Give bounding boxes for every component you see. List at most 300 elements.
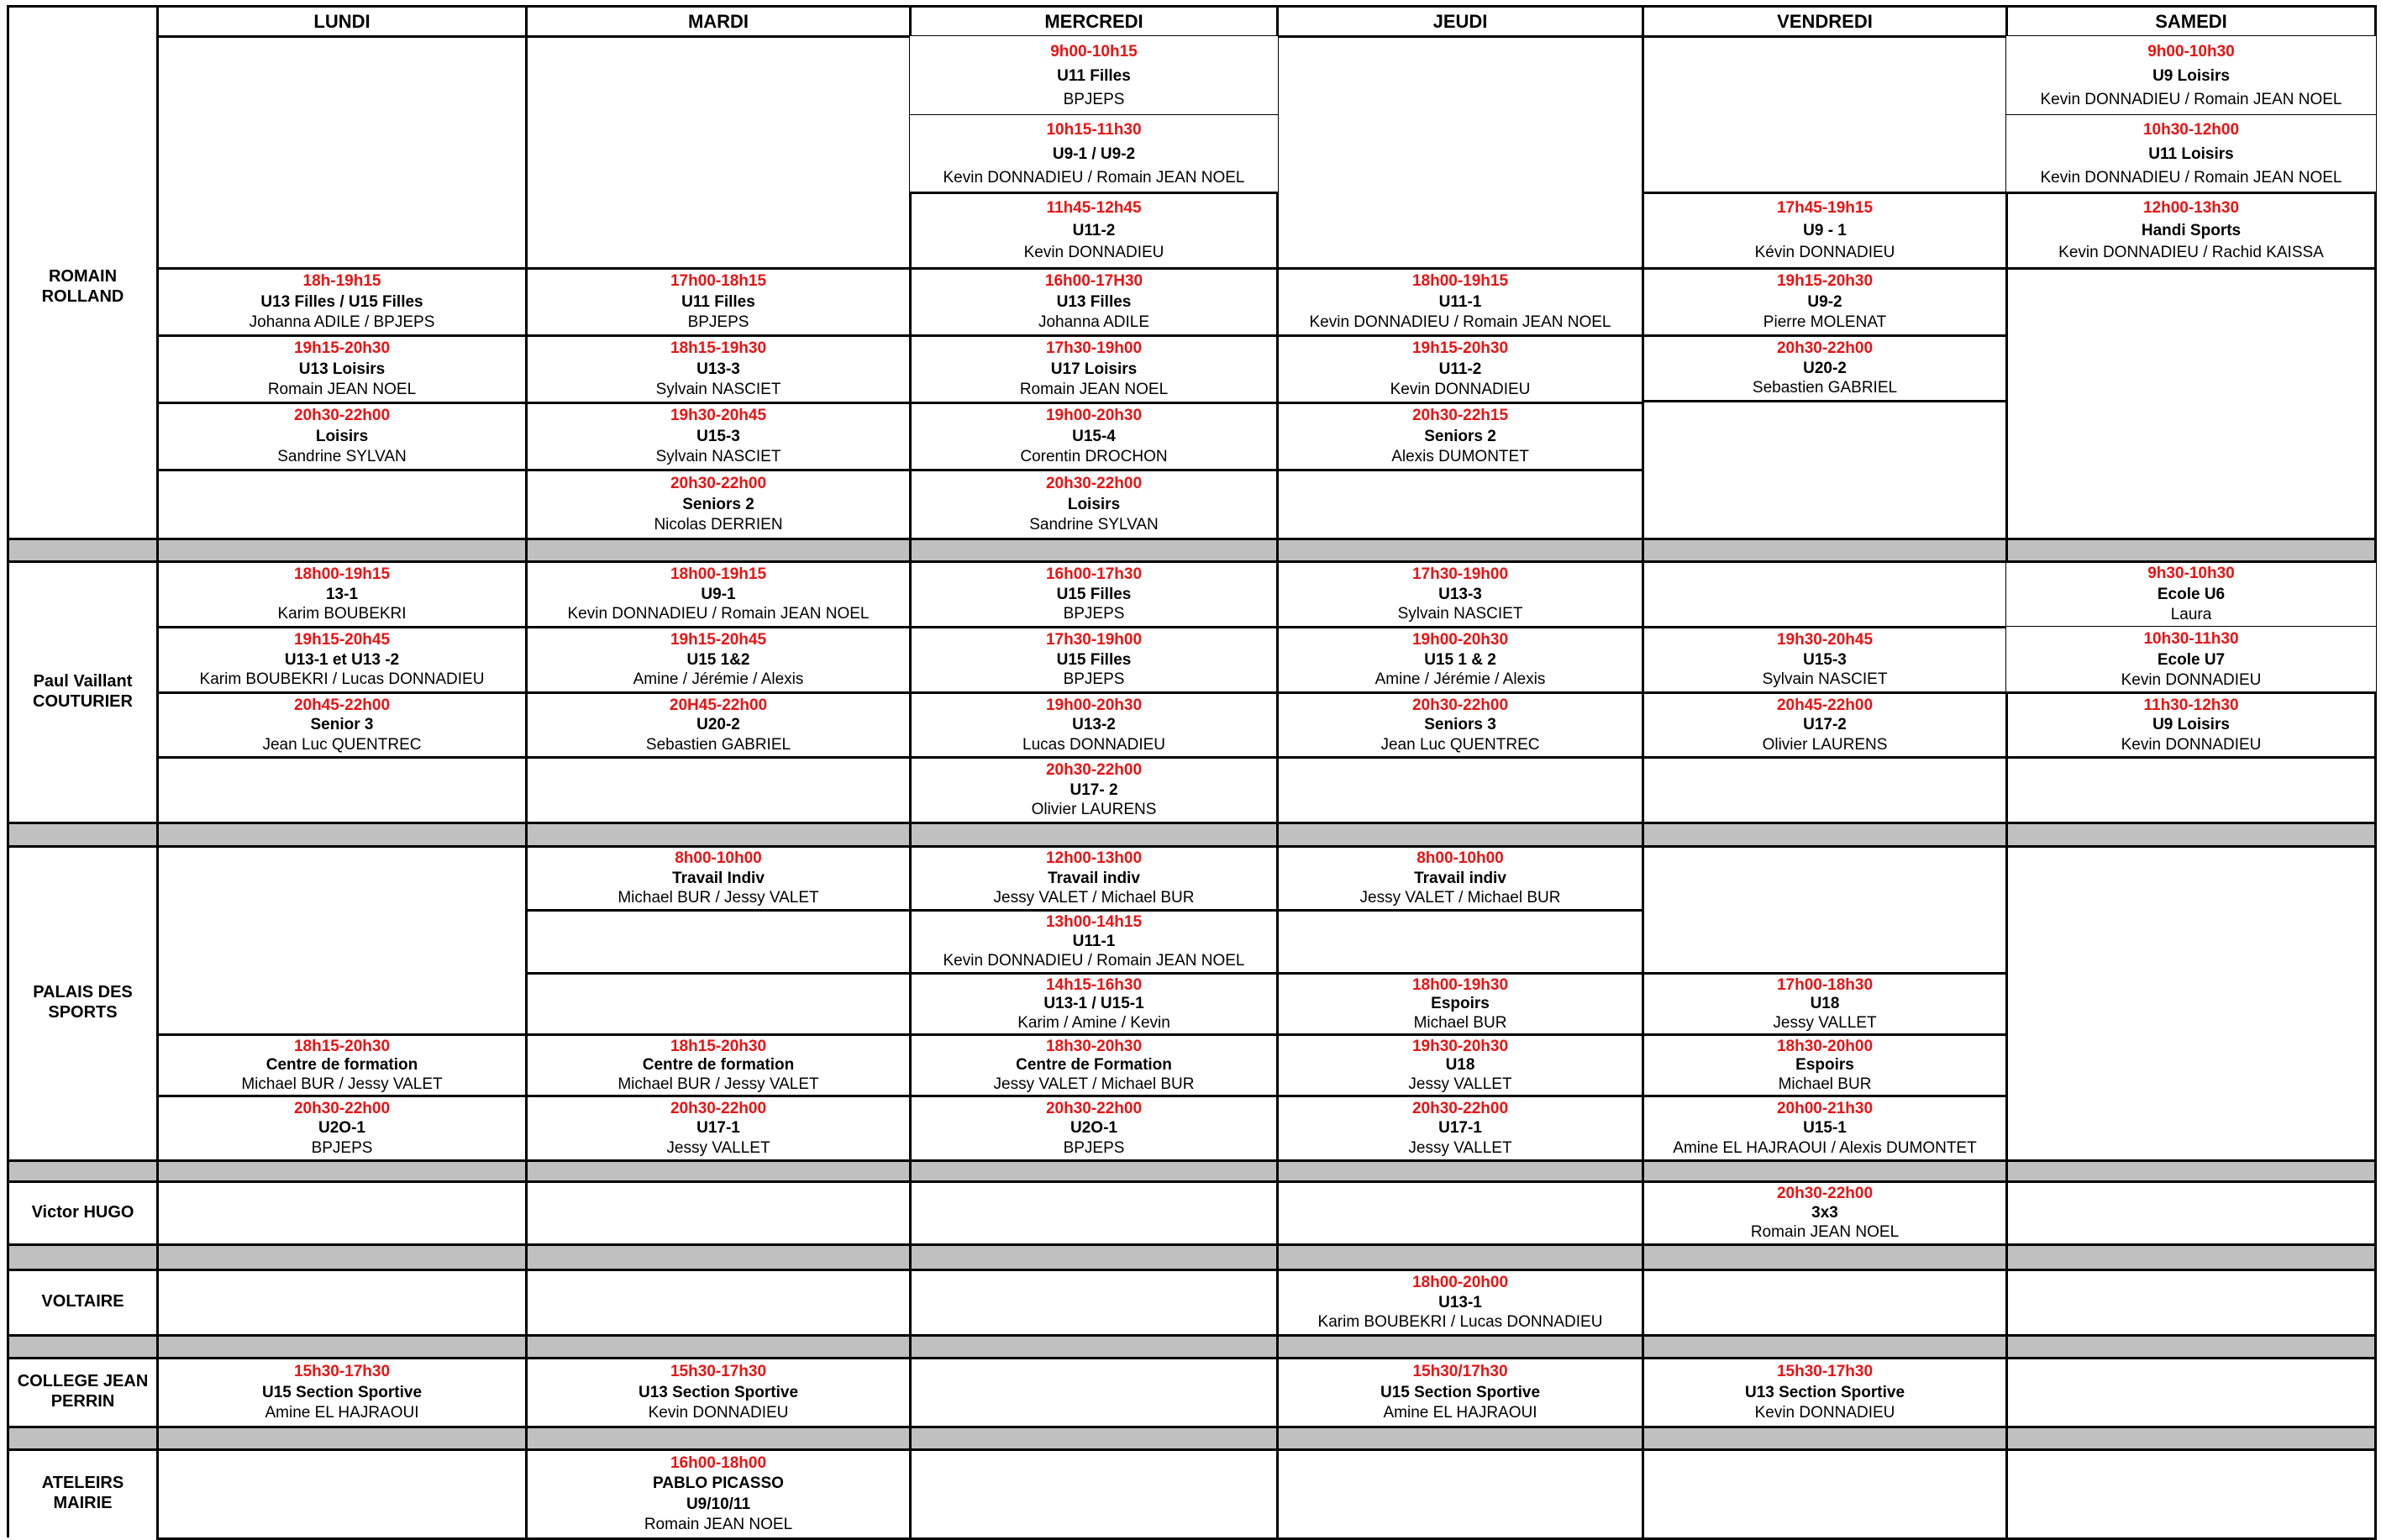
session-cell [525, 1033, 912, 1097]
session-cell [1276, 1269, 1644, 1337]
session-group: U15-3 [696, 427, 740, 445]
separator-divider [156, 538, 159, 563]
session-group: U11 Filles [681, 292, 755, 311]
separator-row [7, 1243, 2377, 1271]
session-group: U17-1 [1438, 1119, 1482, 1137]
empty-slot [2005, 845, 2377, 1162]
separator-divider [1642, 1334, 1644, 1359]
session-cell [2005, 691, 2377, 759]
session-time: 20h30-22h00 [293, 1099, 391, 1117]
session-cell [1642, 1357, 2008, 1428]
separator-divider [1276, 1334, 1279, 1359]
session-coach: Kevin DONNADIEU / Rachid KAISSA [2058, 244, 2324, 262]
session-cell [909, 402, 1279, 471]
session-group: U15-1 [1803, 1119, 1847, 1137]
session-group: U17- 2 [1070, 781, 1118, 799]
session-time: 20H45-22h00 [669, 696, 768, 714]
session-coach: Kévin DONNADIEU [1754, 244, 1895, 262]
session-coach: Olivier LAURENS [1031, 801, 1157, 819]
separator-divider [909, 822, 912, 848]
empty-slot [525, 1269, 912, 1337]
session-cell [1276, 1357, 1644, 1428]
session-time: 15h30-17h30 [670, 1362, 767, 1380]
session-time: 18h-19h15 [302, 272, 381, 291]
venue-name: VOLTAIRE [7, 1269, 159, 1334]
session-coach: Karim BOUBEKRI / Lucas DONNADIEU [1317, 1313, 1603, 1332]
separator-row [7, 822, 2377, 848]
venue-name: PALAIS DES SPORTS [7, 845, 159, 1159]
separator-divider [2374, 1426, 2377, 1451]
session-time: 20h30-22h15 [1411, 407, 1509, 425]
separator-divider [7, 1159, 9, 1183]
day-header-mercredi: MERCREDI [909, 5, 1279, 38]
separator-divider [1276, 1426, 1279, 1451]
session-time: 18h15-20h30 [670, 1037, 767, 1055]
session-cell [525, 267, 912, 337]
session-time: 18h00-19h30 [1411, 975, 1509, 994]
separator-divider [2374, 1334, 2377, 1359]
session-group: U2O-1 [318, 1119, 365, 1137]
session-coach: Amine EL HAJRAOUI [1383, 1404, 1537, 1422]
session-cell [909, 756, 1279, 824]
session-cell [2005, 626, 2377, 694]
separator-divider [156, 1243, 159, 1271]
separator-divider [2005, 1159, 2008, 1183]
session-group: U17-2 [1803, 716, 1847, 733]
session-coach: Pierre MOLENAT [1763, 313, 1887, 331]
separator-divider [1642, 1426, 1644, 1451]
session-time: 17h00-18h15 [670, 272, 767, 291]
empty-slot [1642, 400, 2008, 540]
session-coach: BPJEPS [687, 313, 749, 331]
session-cell [525, 626, 912, 694]
empty-slot [1642, 560, 2008, 628]
session-time: 19h30-20h45 [1776, 630, 1874, 649]
session-coach: Sandrine SYLVAN [277, 447, 407, 465]
separator-divider [2374, 1159, 2377, 1183]
session-time: 19h15-20h45 [670, 630, 767, 649]
session-cell [909, 691, 1279, 759]
separator-divider [7, 1334, 9, 1359]
session-cell [1642, 192, 2008, 270]
separator-divider [1642, 538, 1644, 563]
session-group: U11-2 [1438, 360, 1482, 378]
session-time: 19h15-20h30 [1776, 272, 1874, 291]
separator-divider [525, 538, 528, 563]
empty-slot [2005, 1269, 2377, 1337]
separator-divider [525, 1243, 528, 1271]
session-cell [1276, 334, 1644, 404]
session-cell [1276, 845, 1644, 912]
empty-slot [525, 35, 912, 270]
session-cell [156, 1033, 528, 1097]
separator-divider [2005, 1334, 2008, 1359]
session-time: 14h15-16h30 [1045, 975, 1143, 994]
session-time: 18h30-20h00 [1776, 1037, 1874, 1055]
session-time: 17h30-19h00 [1045, 630, 1143, 649]
session-group: Seniors 2 [682, 495, 754, 513]
session-group: U11-1 [1072, 933, 1116, 950]
day-header-jeudi: JEUDI [1276, 5, 1644, 38]
session-time: 8h00-10h00 [675, 849, 762, 868]
separator-divider [525, 1159, 528, 1183]
session-time: 19h15-20h30 [293, 339, 391, 358]
session-group: U13 Loisirs [298, 360, 386, 378]
session-time: 16h00-17h30 [1045, 565, 1143, 583]
session-coach: Jessy VALLET [666, 1138, 770, 1157]
session-group: U15-4 [1072, 427, 1116, 445]
separator-divider [1276, 822, 1279, 848]
session-cell [525, 334, 912, 404]
session-cell [1642, 267, 2008, 337]
session-time: 18h00-19h15 [293, 565, 391, 583]
separator-divider [1276, 538, 1279, 563]
session-coach: Michael BUR [1413, 1013, 1507, 1032]
session-coach: Kevin DONNADIEU / Romain JEAN NOEL [2040, 168, 2342, 187]
session-cell [1276, 1095, 1644, 1162]
session-group: Seniors 2 [1424, 427, 1496, 445]
session-time: 19h30-20h45 [670, 407, 767, 425]
session-group: U9-1 / U9-2 [1052, 145, 1136, 163]
separator-divider [1642, 822, 1644, 848]
session-cell [1642, 1180, 2008, 1246]
session-group: U13-1 et U13 -2 [284, 650, 400, 669]
empty-slot [156, 1180, 528, 1246]
session-group: Travail Indiv [672, 869, 765, 887]
session-time: 17h45-19h15 [1776, 198, 1874, 217]
session-cell [909, 192, 1279, 270]
session-coach: Karim / Amine / Kevin [1017, 1013, 1170, 1032]
session-time: 10h30-11h30 [2143, 629, 2239, 648]
session-group: Espoirs [1795, 1056, 1854, 1074]
session-group: U13 Filles [1056, 292, 1132, 311]
session-group-detail: U9/10/11 [686, 1495, 751, 1513]
session-cell [1276, 402, 1644, 471]
session-time: 19h30-20h30 [1411, 1037, 1509, 1055]
session-group: U9-2 [1807, 292, 1842, 311]
empty-slot [156, 35, 528, 270]
empty-slot [1276, 35, 1644, 270]
session-group: Ecole U7 [2157, 650, 2226, 669]
empty-slot [909, 1180, 1279, 1246]
session-time: 19h15-20h30 [1411, 339, 1509, 358]
separator-divider [156, 822, 159, 848]
separator-divider [2005, 1426, 2008, 1451]
session-cell [909, 626, 1279, 694]
session-time: 18h00-19h15 [670, 565, 767, 583]
session-coach: Kevin DONNADIEU / Romain JEAN NOEL [943, 168, 1245, 187]
session-group: U13-3 [1438, 585, 1482, 603]
session-cell [1276, 560, 1644, 628]
session-coach: Kevin DONNADIEU [1754, 1404, 1895, 1422]
session-coach: Michael BUR / Jessy VALET [618, 1075, 819, 1093]
empty-slot [1276, 469, 1644, 540]
session-group: U20-2 [696, 716, 740, 733]
session-coach: Corentin DROCHON [1020, 447, 1168, 465]
session-time: 20h30-22h00 [1411, 696, 1509, 714]
session-cell [909, 1095, 1279, 1162]
empty-slot [525, 1180, 912, 1246]
separator-divider [7, 1426, 9, 1451]
session-time: 17h00-18h30 [1776, 975, 1874, 994]
session-time: 18h15-20h30 [293, 1037, 391, 1055]
empty-slot [1642, 1269, 2008, 1337]
empty-slot [909, 1448, 1279, 1540]
session-coach: Karim BOUBEKRI [277, 605, 407, 623]
separator-divider [2374, 822, 2377, 848]
session-coach: Sebastien GABRIEL [645, 735, 791, 754]
session-group: U11 Loisirs [2148, 145, 2234, 163]
session-coach: Olivier LAURENS [1762, 735, 1888, 754]
session-group: Espoirs [1431, 995, 1490, 1012]
session-coach: Johanna ADILE [1038, 313, 1150, 331]
session-time: 19h15-20h45 [293, 630, 391, 649]
venue-name: COLLEGE JEAN PERRIN [7, 1357, 159, 1426]
session-cell [156, 1357, 528, 1428]
session-coach: Jessy VALLET [1773, 1013, 1877, 1032]
session-cell [525, 691, 912, 759]
session-cell [2005, 560, 2377, 628]
session-time: 10h15-11h30 [1046, 121, 1142, 139]
session-time: 20h30-22h00 [1411, 1099, 1509, 1117]
session-cell [909, 469, 1279, 540]
session-cell [909, 845, 1279, 912]
session-coach: Kevin DONNADIEU / Romain JEAN NOEL [943, 952, 1245, 970]
session-group: U13-1 [1438, 1293, 1482, 1311]
session-time: 19h00-20h30 [1411, 630, 1509, 649]
session-cell [1642, 1095, 2008, 1162]
session-group: U13 Section Sportive [1744, 1383, 1905, 1401]
session-coach: BPJEPS [1063, 670, 1125, 689]
session-time: 19h00-20h30 [1045, 407, 1143, 425]
session-cell [156, 691, 528, 759]
separator-divider [1276, 1243, 1279, 1271]
session-time: 19h00-20h30 [1045, 696, 1143, 714]
session-coach: Nicolas DERRIEN [654, 516, 783, 534]
session-cell [525, 469, 912, 540]
session-group: 13-1 [325, 585, 359, 603]
venue-name: ATELEIRS MAIRIE [7, 1448, 159, 1537]
separator-row [7, 1334, 2377, 1359]
session-time: 20h30-22h00 [1045, 1099, 1143, 1117]
session-coach: Amine EL HAJRAOUI / Alexis DUMONTET [1673, 1138, 1977, 1157]
empty-slot [1276, 756, 1644, 824]
session-group: Senior 3 [310, 716, 374, 733]
session-time: 9h00-10h15 [1050, 42, 1138, 60]
session-group: U9 - 1 [1803, 221, 1847, 239]
separator-divider [1642, 1159, 1644, 1183]
session-group: Centre de formation [265, 1056, 418, 1074]
session-group: U9 Loisirs [2152, 716, 2230, 733]
session-coach: Romain JEAN NOEL [1750, 1223, 1900, 1241]
session-cell [1642, 334, 2008, 402]
session-time: 12h00-13h30 [2142, 198, 2240, 217]
session-time: 9h00-10h30 [2147, 42, 2235, 60]
session-group: U17-1 [696, 1119, 740, 1137]
session-time: 20h45-22h00 [293, 696, 391, 714]
session-cell [909, 334, 1279, 404]
venue-name: ROMAIN ROLLAND [7, 35, 159, 538]
session-group: U15 Section Sportive [261, 1383, 423, 1401]
session-coach: Karim BOUBEKRI / Lucas DONNADIEU [199, 670, 485, 689]
session-coach: Amine EL HAJRAOUI [265, 1404, 419, 1422]
session-coach: Jean Luc QUENTREC [262, 735, 422, 754]
session-time: 20h30-22h00 [1045, 760, 1143, 779]
separator-divider [2374, 1243, 2377, 1271]
session-cell [1642, 626, 2008, 694]
session-cell [1276, 626, 1644, 694]
session-cell [1642, 972, 2008, 1036]
session-coach: Jessy VALET / Michael BUR [993, 888, 1195, 907]
session-coach: Kevin DONNADIEU / Romain JEAN NOEL [2040, 91, 2342, 109]
session-cell [156, 1095, 528, 1162]
session-coach: Sylvain NASCIET [655, 447, 781, 465]
session-time: 20h30-22h00 [1776, 339, 1874, 357]
separator-divider [525, 1426, 528, 1451]
session-group: Seniors 3 [1424, 716, 1496, 733]
session-coach: Sandrine SYLVAN [1029, 516, 1159, 534]
session-cell [1276, 267, 1644, 337]
session-time: 10h30-12h00 [2142, 121, 2240, 139]
session-cell [2005, 192, 2377, 270]
session-time: 9h30-10h30 [2147, 564, 2235, 582]
session-time: 13h00-14h15 [1045, 913, 1143, 931]
session-group: U15 1 & 2 [1424, 650, 1496, 669]
session-group: U17 Loisirs [1050, 360, 1138, 378]
session-coach: Lucas DONNADIEU [1022, 735, 1165, 754]
session-group: U13-1 / U15-1 [1043, 995, 1144, 1012]
separator-divider [2005, 1243, 2008, 1271]
separator-divider [909, 1159, 912, 1183]
session-coach: BPJEPS [1063, 1138, 1125, 1157]
empty-slot [525, 756, 912, 824]
session-group: Loisirs [1067, 495, 1121, 513]
session-time: 20h00-21h30 [1776, 1099, 1874, 1117]
separator-divider [156, 1426, 159, 1451]
separator-divider [2005, 822, 2008, 848]
session-time: 17h30-19h00 [1411, 565, 1509, 583]
day-header-vendredi: VENDREDI [1642, 5, 2008, 38]
session-group: Centre de Formation [1016, 1056, 1172, 1074]
session-cell [525, 1357, 912, 1428]
session-cell [1642, 691, 2008, 759]
session-cell [525, 402, 912, 471]
empty-slot [2005, 1448, 2377, 1540]
session-coach: Kevin DONNADIEU [2121, 735, 2262, 754]
empty-slot [1642, 756, 2008, 824]
session-group: U9 Loisirs [2152, 66, 2230, 85]
day-header-mardi: MARDI [525, 5, 912, 38]
separator-divider [7, 1243, 9, 1271]
corner-cell [7, 5, 159, 38]
session-coach: Sylvain NASCIET [1762, 670, 1888, 689]
session-cell [909, 267, 1279, 337]
separator-divider [909, 1426, 912, 1451]
session-coach: Michael BUR / Jessy VALET [618, 888, 819, 907]
empty-slot [156, 1448, 528, 1540]
session-group: Centre de formation [642, 1056, 795, 1074]
session-time: 16h00-17H30 [1044, 272, 1143, 291]
session-coach: Michael BUR / Jessy VALET [241, 1075, 443, 1093]
session-cell [156, 560, 528, 628]
session-cell [909, 909, 1279, 975]
session-time: 11h30-12h30 [2143, 696, 2239, 714]
session-coach: BPJEPS [1063, 91, 1125, 109]
session-coach: Romain JEAN NOEL [644, 1516, 793, 1534]
session-coach: Michael BUR [1778, 1075, 1872, 1093]
separator-divider [156, 1334, 159, 1359]
separator-divider [525, 822, 528, 848]
session-coach: Jean Luc QUENTREC [1380, 735, 1540, 754]
session-time: 8h00-10h00 [1417, 849, 1504, 868]
venue-name: Paul Vaillant COUTURIER [7, 560, 159, 822]
session-group: PABLO PICASSO [653, 1474, 784, 1493]
empty-slot [2005, 1180, 2377, 1246]
separator-divider [2005, 538, 2008, 563]
session-group: Loisirs [315, 427, 369, 445]
session-time: 20h30-22h00 [1045, 474, 1143, 492]
empty-slot [1276, 1448, 1644, 1540]
separator-divider [909, 1334, 912, 1359]
empty-slot [2005, 756, 2377, 824]
session-coach: Amine / Jérémie / Alexis [633, 670, 804, 689]
session-coach: Laura [2170, 606, 2212, 624]
session-cell [2005, 114, 2377, 194]
session-group: 3x3 [1811, 1204, 1838, 1222]
separator-divider [156, 1159, 159, 1183]
session-time: 20h30-22h00 [670, 474, 767, 492]
session-time: 20h30-22h00 [293, 407, 391, 425]
session-cell [1276, 691, 1644, 759]
session-group: U13 Section Sportive [638, 1383, 799, 1401]
session-group: Travail indiv [1414, 869, 1506, 887]
session-group: Handi Sports [2141, 221, 2242, 239]
session-group: U15 Filles [1056, 585, 1132, 603]
session-cell [909, 114, 1279, 194]
session-group: Travail indiv [1048, 869, 1140, 887]
session-coach: Kevin DONNADIEU [1023, 244, 1164, 262]
empty-slot [525, 909, 912, 975]
separator-divider [7, 822, 9, 848]
empty-slot [1276, 1180, 1644, 1246]
session-group: U13-3 [696, 360, 740, 378]
empty-slot [2005, 267, 2377, 540]
session-group: U20-2 [1803, 359, 1847, 377]
empty-slot [1642, 1448, 2008, 1540]
session-cell [1276, 1033, 1644, 1097]
separator-divider [1642, 1243, 1644, 1271]
session-cell [156, 267, 528, 337]
separator-divider [7, 538, 9, 563]
session-time: 18h00-19h15 [1411, 272, 1509, 291]
separator-row [7, 1426, 2377, 1451]
session-group: U11 Filles [1057, 66, 1131, 85]
session-time: 18h15-19h30 [670, 339, 767, 358]
session-cell [2005, 35, 2377, 117]
session-group: U15-3 [1803, 650, 1847, 669]
session-group: U13-2 [1072, 716, 1116, 733]
session-coach: Kevin DONNADIEU [2121, 671, 2262, 690]
session-time: 11h45-12h45 [1046, 198, 1142, 217]
session-group: U15 Section Sportive [1380, 1383, 1541, 1401]
session-coach: Johanna ADILE / BPJEPS [249, 313, 435, 331]
session-cell [1276, 972, 1644, 1036]
empty-slot [156, 1269, 528, 1337]
session-cell [909, 1033, 1279, 1097]
session-time: 18h00-20h00 [1411, 1273, 1509, 1291]
session-cell [525, 845, 912, 912]
session-group: U18 [1810, 995, 1840, 1012]
